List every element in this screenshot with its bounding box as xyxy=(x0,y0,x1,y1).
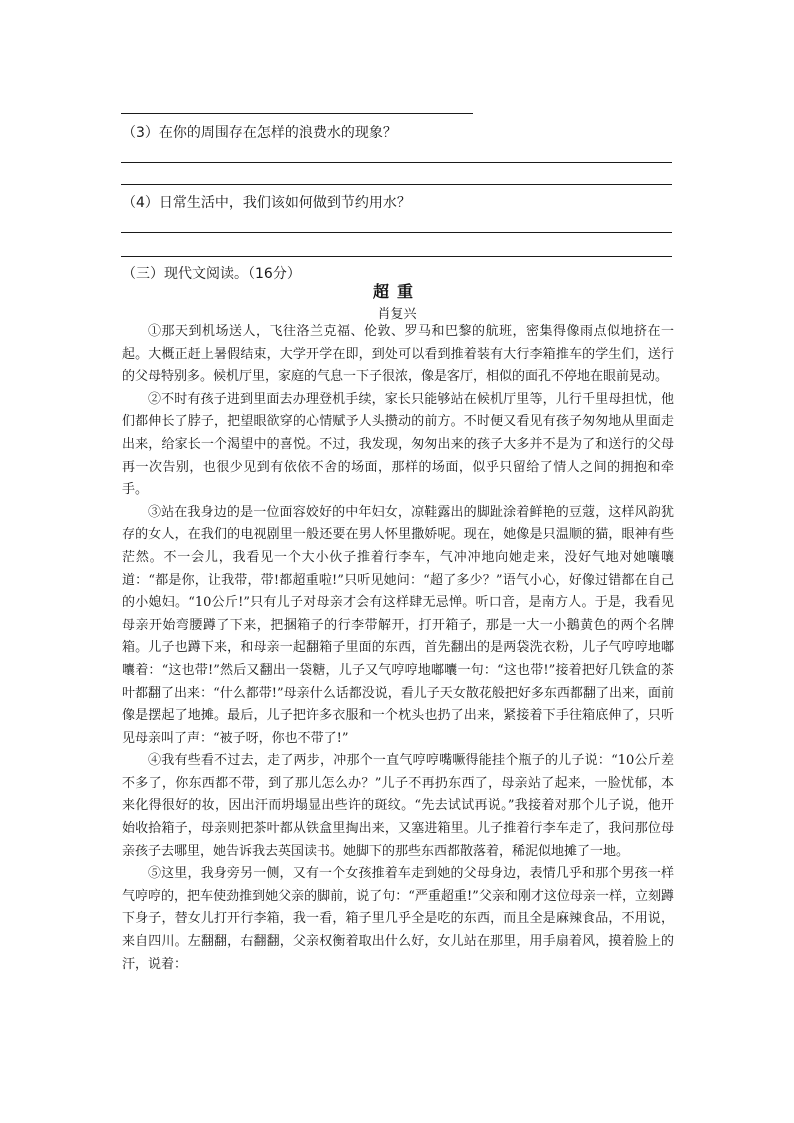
paragraph-2: ②不时有孩子进到里面去办理登机手续，家长只能够站在候机厅里等，儿行千里母担忧，他们都伸长了脖子，把望眼欲穿的心情赋予人头攒动的前方。不时便又看见有孩子匆匆地从里面走出来，给家长一个渴望中的喜悦。不过，我发现，匆匆出来的孩子大多并不是为了和送行的父母再一次告别，也很少见到有依依不舍的场面，那样的场面，似乎只留给了情人之间的拥抱和牵手。 xyxy=(122,391,674,498)
answer-line xyxy=(121,113,473,114)
section-heading: （三）现代文阅读。（16分） xyxy=(122,266,301,282)
article-body xyxy=(122,321,674,976)
question-3: （3）在你的周围存在怎样的浪费水的现象？ xyxy=(122,125,397,141)
paragraph-3: ③站在我身边的是一位面容姣好的中年妇女，凉鞋露出的脚趾涂着鲜艳的豆蔻，这样风韵犹存的女人，在我们的电视剧里一般还要在男人怀里撒娇呢。现在，她像是只温顺的猫，眼神有些茫然。不一会儿，我看见一个大小伙子推着行李车，气冲冲地向她走来，没好气地对她嚷嚷道：“都是你，让我带，带!都超重啦!”只听见她问：“超了多少？”语气小心，好像过错都在自己的小媳妇。“10公斤!”只有儿子对母亲才会有这样肆无忌惮。听口音，是南方人。于是，我看见母亲开始弯腰蹲了下来，把捆箱子的行李带解开，打开箱子，那是一大一小鵝黄色的两个名牌箱。儿子也蹲下来，和母亲一起翻箱子里面的东西，首先翻出的是两袋洗衣粉，儿子气哼哼地嘟囔着：“这也带!”然后又翻出一袋糖，儿子又气哼哼地嘟囔一句：“这也带!”接着把好几铁盒的茶叶都翻了出来：“什么都带!”母亲什么话都没说，看儿子天女散花般把好多东西都翻了出来，面前像是摆起了地摊。最后，儿子把许多衣服和一个枕头也扔了出来，紧接着下手往箱底伸了，只听见母亲叫了声：“被子呀，你也不带了!” xyxy=(122,504,674,746)
answer-line xyxy=(121,162,672,163)
question-4: （4）日常生活中，我们该如何做到节约用水？ xyxy=(122,195,411,211)
answer-line xyxy=(121,256,672,257)
article-author: 肖复兴 xyxy=(377,307,417,322)
paragraph-1: ①那天到机场送人，飞往洛兰克福、伦敦、罗马和巴黎的航班，密集得像雨点似地挤在一起。大概正赶上暑假结束，大学开学在即，到处可以看到推着装有大行李箱推车的学生们，送行的父母特别多。候机厅里，家庭的气息一下子很浓，像是客厅，相似的面孔不停地在眼前晃动。 xyxy=(122,324,674,385)
article-title: 超重 xyxy=(372,282,421,301)
answer-line xyxy=(121,232,672,233)
paragraph-5: ⑤这里，我身旁另一侧，又有一个女孩推着车走到她的父母身边，表情几乎和那个男孩一样气哼哼的，把车使劲推到她父亲的脚前，说了句：“严重超重!”父亲和刚才这位母亲一样，立刻蹲下身子，替女儿打开行李箱，我一看，箱子里几乎全是吃的东西，而且全是麻辣食品，不用说，来自四川。左翻翻，右翻翻，父亲权衡着取出什么好，女儿站在那里，用手扇着风，摸着脸上的汗，说着： xyxy=(122,866,674,972)
paragraph-4: ④我有些看不过去，走了两步，冲那个一直气哼哼嘴噘得能挂个瓶子的儿子说：“10公斤差不多了，你东西都不带，到了那儿怎么办？”儿子不再扔东西了，母亲站了起来，一脸忧郁，本来化得很好的妆，因出汗而坍塌显出些许的斑纹。“先去试试再说。”我接着对那个儿子说，他开始收拾箱子，母亲则把茶叶都从铁盒里掏出来，又塞进箱里。儿子推着行李车走了，我问那位母亲孩子去哪里，她告诉我去英国读书。她脚下的那些东西都散落着，稀泥似地摊了一地。 xyxy=(122,753,674,859)
answer-line xyxy=(121,184,672,185)
